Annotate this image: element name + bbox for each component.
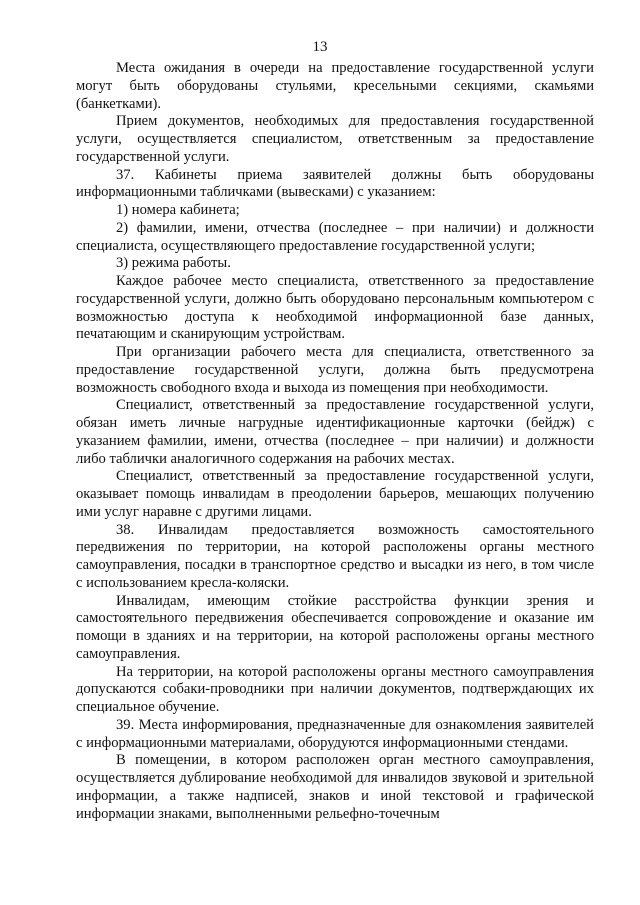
paragraph-waiting-areas: Места ожидания в очереди на предоставление государственной услуги могут быть оборудованы стульями, кресельными секциями, скамьями (банкетками). <box>76 60 594 112</box>
paragraph-badges: Специалист, ответственный за предоставление государственной услуги, обязан иметь личные нагрудные идентификационные карточки (бейдж) с указанием фамилии, имени, отчества (последнее – при наличии) и должности либо таблички аналогичного содержания на рабочих местах. <box>76 397 594 467</box>
paragraph-39-info-stands: 39. Места информирования, предназначенные для ознакомления заявителей с информационными материалами, оборудуются информационными стендами. <box>76 716 594 751</box>
list-item-work-schedule: 3) режима работы. <box>116 255 231 272</box>
paragraph-37-office-signs: 37. Кабинеты приема заявителей должны быть оборудованы информационными табличками (вывесками) с указанием: <box>76 166 594 201</box>
list-item-specialist-name: 2) фамилии, имени, отчества (последнее – при наличии) и должности специалиста, осуществляющего предоставление государственной услуги; <box>76 219 594 254</box>
paragraph-workplace-access: При организации рабочего места для специалиста, ответственного за предоставление государственной услуги, должна быть предусмотрена возможность свободного входа и выхода из помещения при необходимости. <box>76 344 594 396</box>
paragraph-info-duplication: В помещении, в котором расположен орган местного самоуправления, осуществляется дублирование необходимой для инвалидов звуковой и зрительной информации, а также надписей, знаков и иной текстовой и графической информации знаками, выполненными рельефно-точечным <box>76 752 594 822</box>
paragraph-document-reception: Прием документов, необходимых для предоставления государственной услуги, осуществляется специалистом, ответственным за предоставление государственной услуги. <box>76 113 594 165</box>
paragraph-guide-dogs: На территории, на которой расположены органы местного самоуправления допускаются собаки-проводники при наличии документов, подтверждающих их специальное обучение. <box>76 663 594 715</box>
paragraph-vision-impaired: Инвалидам, имеющим стойкие расстройства функции зрения и самостоятельного передвижения обеспечивается сопровождение и оказание им помощи в зданиях и на территории, на которой расположены органы местного самоуправления. <box>76 592 594 662</box>
page-number: 13 <box>312 39 328 55</box>
paragraph-disability-assistance: Специалист, ответственный за предоставление государственной услуги, оказывает помощь инвалидам в преодолении барьеров, мешающих получению ими услуг наравне с другими лицами. <box>76 468 594 520</box>
paragraph-38-movement: 38. Инвалидам предоставляется возможность самостоятельного передвижения по территории, на которой расположены органы местного самоуправления, посадки в транспортное средство и высадки из него, в том числе с использованием кресла-коляски. <box>76 521 594 591</box>
list-item-office-number: 1) номера кабинета; <box>116 202 240 218</box>
document-body <box>76 60 594 823</box>
paragraph-workplace-equipment: Каждое рабочее место специалиста, ответственного за предоставление государственной услуги, должно быть оборудовано персональным компьютером с возможностью доступа к необходимой информационной базе данных, печатающим и сканирующим устройствам. <box>76 273 594 343</box>
